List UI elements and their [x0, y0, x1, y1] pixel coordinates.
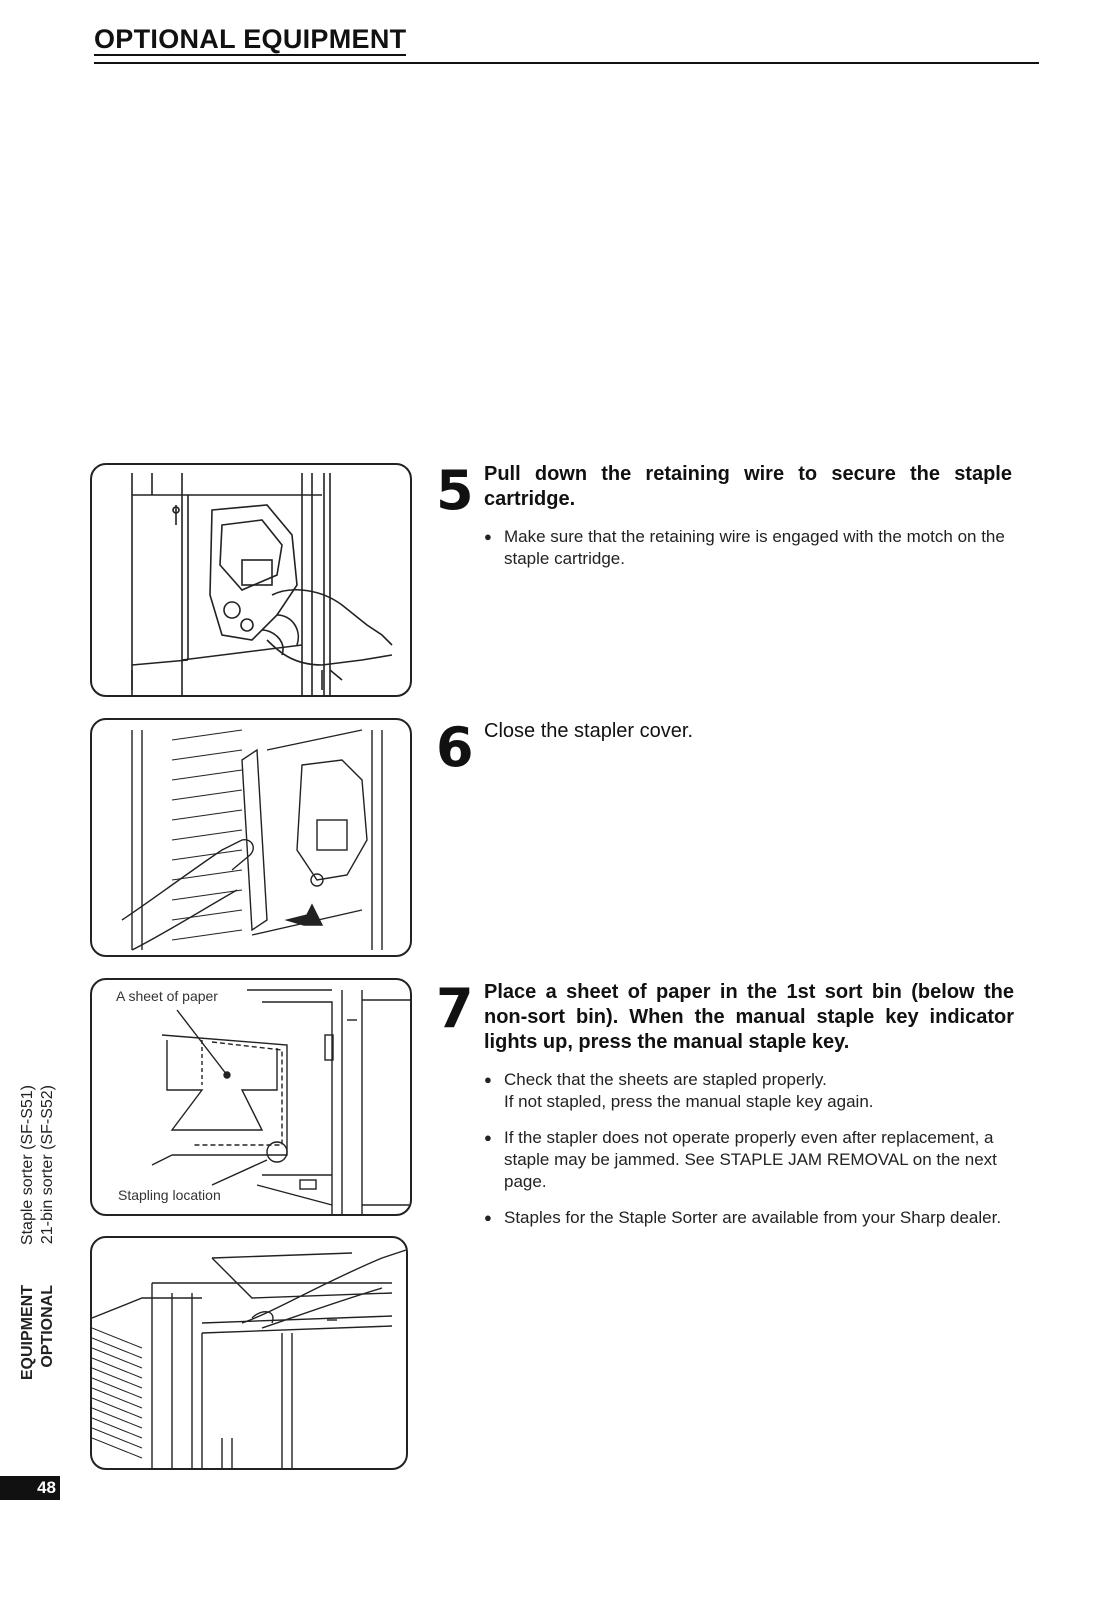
step-bullets [484, 526, 1012, 570]
step-7 [436, 977, 1014, 1243]
step-bullets [484, 1069, 1014, 1229]
staple-cartridge-illustration [92, 465, 410, 695]
bullet-item: ● Make sure that the retaining wire is engaged with the motch on the staple cartridge. [484, 526, 1012, 570]
step-title: Close the stapler cover. [484, 720, 693, 742]
header-rule [94, 62, 1039, 64]
step-number: 7 [436, 977, 474, 1040]
bullet-item: ● Check that the sheets are stapled properly. If not stapled, press the manual staple key again. [484, 1069, 1014, 1113]
page-title: OPTIONAL EQUIPMENT [94, 24, 407, 54]
step-5 [436, 459, 1012, 584]
side-section-line-2: EQUIPMENT [19, 1285, 36, 1381]
paper-callout: A sheet of paper [116, 988, 218, 1004]
side-section-line-1: OPTIONAL [39, 1285, 56, 1368]
sort-bin-illustration [92, 980, 410, 1214]
step-number: 5 [436, 459, 474, 522]
manual-staple-key-illustration [92, 1238, 406, 1468]
side-model-line-2: Staple sorter (SF-S51) [19, 1085, 36, 1246]
figure-step-6 [90, 718, 412, 957]
page-header [94, 24, 1039, 56]
figure-step-7-bin [90, 978, 412, 1216]
step-6 [436, 716, 1012, 779]
figure-step-7-key [90, 1236, 408, 1470]
step-title: Pull down the retaining wire to secure the staple cartridge. [484, 463, 1012, 510]
figure-step-5 [90, 463, 412, 697]
stapler-cover-illustration [92, 720, 410, 955]
step-title: Place a sheet of paper in the 1st sort bin (below the non-sort bin). When the manual staple key indicator lights up, press the manual staple key. [484, 981, 1014, 1053]
bullet-item: ● Staples for the Staple Sorter are available from your Sharp dealer. [484, 1207, 1014, 1229]
page-number: 48 [0, 1476, 60, 1500]
side-tab [8, 1085, 68, 1381]
side-model-line-1: 21-bin sorter (SF-S52) [39, 1085, 56, 1245]
step-number: 6 [436, 716, 474, 779]
bullet-item: ● If the stapler does not operate properly even after replacement, a staple may be jammed. See STAPLE JAM REMOVAL on the next page. [484, 1127, 1014, 1193]
stapling-location-callout: Stapling location [118, 1187, 221, 1203]
